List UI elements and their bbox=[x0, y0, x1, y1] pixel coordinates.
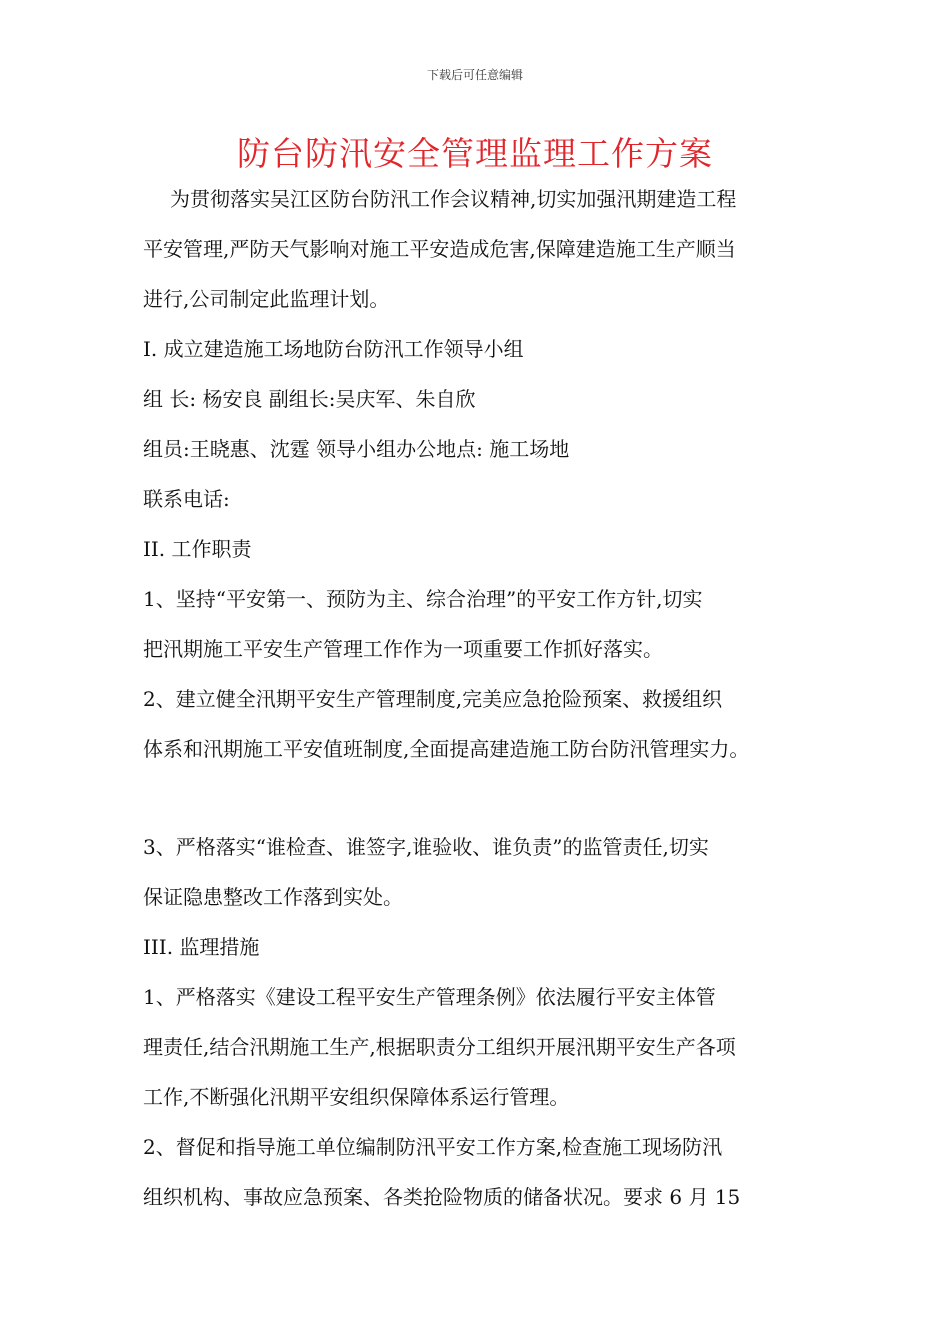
paragraph-line: 2、建立健全汛期平安生产管理制度,完美应急抢险预案、救援组织 bbox=[143, 687, 723, 711]
paragraph-line: 1、严格落实《建设工程平安生产管理条例》依法履行平安主体管 bbox=[143, 985, 716, 1009]
paragraph-line: 理责任,结合汛期施工生产,根据职责分工组织开展汛期平安生产各项 bbox=[143, 1035, 736, 1059]
section-heading: I. 成立建造施工场地防台防汛工作领导小组 bbox=[143, 337, 524, 361]
paragraph-line: 联系电话: bbox=[143, 487, 230, 511]
paragraph-line: 工作,不断强化汛期平安组织保障体系运行管理。 bbox=[143, 1085, 570, 1109]
section-heading: III. 监理措施 bbox=[143, 935, 260, 959]
paragraph-line: 1、坚持“平安第一、预防为主、综合治理”的平安工作方针,切实 bbox=[143, 587, 703, 611]
paragraph-line: 组织机构、事故应急预案、各类抢险物质的储备状况。要求 6 月 15 bbox=[143, 1185, 741, 1209]
paragraph-line: 组 长: 杨安良 副组长:吴庆军、朱自欣 bbox=[143, 387, 476, 411]
paragraph-line: 3、严格落实“谁检查、谁签字,谁验收、谁负责”的监管责任,切实 bbox=[143, 835, 709, 859]
paragraph-line: 组员:王晓惠、沈霆 领导小组办公地点: 施工场地 bbox=[143, 437, 570, 461]
paragraph-line: 保证隐患整改工作落到实处。 bbox=[143, 885, 403, 909]
document-title: 防台防汛安全管理监理工作方案 bbox=[237, 134, 713, 173]
paragraph-line: 2、督促和指导施工单位编制防汛平安工作方案,检查施工现场防汛 bbox=[143, 1135, 723, 1159]
section-heading: II. 工作职责 bbox=[143, 537, 252, 561]
paragraph-line: 平安管理,严防天气影响对施工平安造成危害,保障建造施工生产顺当 bbox=[143, 237, 736, 261]
paragraph-line: 把汛期施工平安生产管理工作作为一项重要工作抓好落实。 bbox=[143, 637, 663, 661]
paragraph-line: 进行,公司制定此监理计划。 bbox=[143, 287, 390, 311]
paragraph-line: 为贯彻落实吴江区防台防汛工作会议精神,切实加强汛期建造工程 bbox=[170, 187, 737, 211]
header-note: 下载后可任意编辑 bbox=[426, 68, 523, 82]
paragraph-line: 体系和汛期施工平安值班制度,全面提高建造施工防台防汛管理实力。 bbox=[143, 737, 750, 761]
